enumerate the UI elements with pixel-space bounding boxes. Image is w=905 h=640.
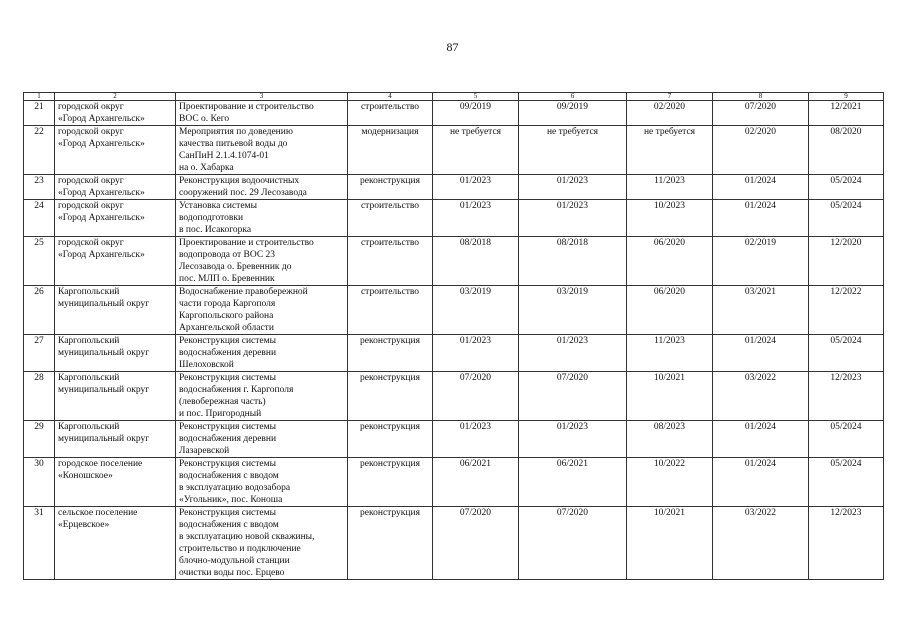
entity-cell-line: муниципальный округ — [58, 385, 150, 395]
row-number: 27 — [24, 335, 55, 372]
date-cell: 11/2023 — [627, 335, 713, 372]
date-cell: 01/2023 — [433, 335, 519, 372]
row-number: 26 — [24, 286, 55, 335]
project-cell-line: водоснабжения деревни — [179, 434, 277, 444]
work-type: строительство — [348, 101, 433, 126]
entity-cell-line: городское поселение — [58, 459, 143, 469]
column-number-row — [24, 93, 884, 101]
entity-cell — [55, 237, 176, 286]
date-cell: 07/2020 — [713, 101, 809, 126]
table-row — [24, 458, 884, 507]
project-cell-line: Реконструкция системы — [179, 459, 277, 469]
project-cell — [176, 335, 348, 372]
project-cell-line: Реконструкция системы — [179, 336, 277, 346]
project-cell-line: блочно-модульной станции — [179, 556, 290, 566]
entity-cell-line: городской округ — [58, 176, 124, 186]
project-cell-line: Установка системы — [179, 201, 257, 211]
date-cell: 07/2020 — [519, 372, 627, 421]
date-cell: 01/2023 — [519, 335, 627, 372]
project-cell-line: водоснабжения г. Каргополя — [179, 385, 294, 395]
table-row — [24, 286, 884, 335]
entity-cell-line: Каргопольский — [58, 287, 120, 297]
column-number: 9 — [809, 93, 884, 101]
table-row — [24, 507, 884, 580]
date-cell: 06/2021 — [433, 458, 519, 507]
date-cell: 01/2023 — [519, 421, 627, 458]
entity-cell-line: «Город Архангельск» — [58, 114, 145, 124]
date-cell: 05/2024 — [809, 200, 884, 237]
project-cell-line: Реконструкция водоочистных — [179, 176, 300, 186]
date-cell: 01/2024 — [713, 200, 809, 237]
date-cell: 06/2020 — [627, 237, 713, 286]
date-cell: 05/2024 — [809, 421, 884, 458]
project-cell-line: очистки воды пос. Ерцево — [179, 568, 285, 578]
project-cell-line: и пос. Пригородный — [179, 409, 262, 419]
date-cell: 08/2018 — [433, 237, 519, 286]
date-cell: 01/2023 — [519, 200, 627, 237]
entity-cell-line: «Коношское» — [58, 471, 113, 481]
work-type: реконструкция — [348, 335, 433, 372]
page-number: 87 — [446, 40, 459, 54]
table-row — [24, 421, 884, 458]
entity-cell-line: городской округ — [58, 201, 124, 211]
work-type: строительство — [348, 237, 433, 286]
project-cell — [176, 101, 348, 126]
column-number: 4 — [348, 93, 433, 101]
date-cell: 01/2023 — [433, 175, 519, 200]
project-cell-line: в эксплуатацию водозабора — [179, 483, 291, 493]
table-body — [24, 93, 884, 580]
project-cell-line: в пос. Исакогорка — [179, 225, 252, 235]
work-type: модернизация — [348, 126, 433, 175]
work-type: реконструкция — [348, 372, 433, 421]
work-type: реконструкция — [348, 507, 433, 580]
table-row — [24, 126, 884, 175]
date-cell: 01/2024 — [713, 175, 809, 200]
work-type: реконструкция — [348, 175, 433, 200]
date-cell: 05/2024 — [809, 458, 884, 507]
date-cell: 12/2022 — [809, 286, 884, 335]
date-cell: 02/2020 — [713, 126, 809, 175]
date-cell: 09/2019 — [519, 101, 627, 126]
project-cell-line: части города Каргополя — [179, 299, 276, 309]
date-cell: 07/2020 — [519, 507, 627, 580]
project-cell-line: Реконструкция системы — [179, 422, 277, 432]
entity-cell — [55, 101, 176, 126]
entity-cell-line: городской округ — [58, 238, 124, 248]
project-cell — [176, 237, 348, 286]
project-cell-line: Проектирование и строительство — [179, 102, 314, 112]
project-cell-line: Проектирование и строительство — [179, 238, 314, 248]
entity-cell — [55, 507, 176, 580]
column-number: 5 — [433, 93, 519, 101]
project-cell-line: Мероприятия по доведению — [179, 127, 293, 137]
project-cell-line: в эксплуатацию новой скважины, — [179, 532, 315, 542]
entity-cell-line: городской округ — [58, 102, 124, 112]
table-row — [24, 372, 884, 421]
entity-cell-line: муниципальный округ — [58, 348, 150, 358]
table-row — [24, 200, 884, 237]
column-number: 3 — [176, 93, 348, 101]
date-cell: 11/2023 — [627, 175, 713, 200]
entity-cell — [55, 421, 176, 458]
date-cell: 01/2024 — [713, 458, 809, 507]
date-cell: не требуется — [627, 126, 713, 175]
date-cell: 07/2020 — [433, 372, 519, 421]
column-number: 6 — [519, 93, 627, 101]
project-cell-line: Шелоховской — [179, 360, 234, 370]
project-cell-line: на о. Хабарка — [179, 163, 234, 173]
project-cell-line: сооружений пос. 29 Лесозавода — [179, 188, 307, 198]
table-row — [24, 335, 884, 372]
row-number: 28 — [24, 372, 55, 421]
date-cell: 08/2020 — [809, 126, 884, 175]
date-cell: 01/2023 — [433, 421, 519, 458]
row-number: 21 — [24, 101, 55, 126]
entity-cell-line: муниципальный округ — [58, 299, 150, 309]
entity-cell — [55, 126, 176, 175]
entity-cell-line: Каргопольский — [58, 336, 120, 346]
project-cell-line: пос. МЛП о. Бревенник — [179, 274, 275, 284]
date-cell: 03/2019 — [433, 286, 519, 335]
date-cell: 12/2020 — [809, 237, 884, 286]
entity-cell-line: «Ерцевское» — [58, 520, 110, 530]
entity-cell-line: Каргопольский — [58, 373, 120, 383]
date-cell: 05/2024 — [809, 335, 884, 372]
work-type: строительство — [348, 200, 433, 237]
project-cell-line: Каргопольского района — [179, 311, 274, 321]
date-cell: 12/2023 — [809, 507, 884, 580]
project-cell — [176, 421, 348, 458]
work-type: реконструкция — [348, 421, 433, 458]
date-cell: 01/2023 — [433, 200, 519, 237]
table-row — [24, 175, 884, 200]
date-cell: 06/2021 — [519, 458, 627, 507]
date-cell: 07/2020 — [433, 507, 519, 580]
entity-cell-line: «Город Архангельск» — [58, 213, 145, 223]
date-cell: 01/2023 — [519, 175, 627, 200]
table-row — [24, 101, 884, 126]
date-cell: 01/2024 — [713, 335, 809, 372]
project-cell-line: водоснабжения деревни — [179, 348, 277, 358]
project-cell-line: Лесозавода о. Бревенник до — [179, 262, 292, 272]
project-cell-line: водоподготовки — [179, 213, 244, 223]
date-cell: 03/2019 — [519, 286, 627, 335]
date-cell: 03/2022 — [713, 372, 809, 421]
entity-cell-line: «Город Архангельск» — [58, 250, 145, 260]
row-number: 24 — [24, 200, 55, 237]
work-type: реконструкция — [348, 458, 433, 507]
date-cell: 01/2024 — [713, 421, 809, 458]
project-cell-line: Реконструкция системы — [179, 373, 277, 383]
entity-cell — [55, 175, 176, 200]
date-cell: 08/2018 — [519, 237, 627, 286]
row-number: 29 — [24, 421, 55, 458]
project-cell-line: Лазаревской — [179, 446, 230, 456]
project-cell-line: водоснабжения с вводом — [179, 520, 279, 530]
entity-cell-line: муниципальный округ — [58, 434, 150, 444]
project-cell-line: водоснабжения с вводом — [179, 471, 279, 481]
column-number: 1 — [24, 93, 55, 101]
entity-cell — [55, 335, 176, 372]
date-cell: 12/2021 — [809, 101, 884, 126]
column-number: 8 — [713, 93, 809, 101]
entity-cell — [55, 372, 176, 421]
row-number: 23 — [24, 175, 55, 200]
date-cell: 10/2023 — [627, 200, 713, 237]
date-cell: 02/2020 — [627, 101, 713, 126]
row-number: 25 — [24, 237, 55, 286]
date-cell: 08/2023 — [627, 421, 713, 458]
row-number: 22 — [24, 126, 55, 175]
project-cell-line: СанПиН 2.1.4.1074-01 — [179, 151, 269, 161]
date-cell: 06/2020 — [627, 286, 713, 335]
column-number: 7 — [627, 93, 713, 101]
project-cell — [176, 507, 348, 580]
date-cell: 09/2019 — [433, 101, 519, 126]
project-cell-line: качества питьевой воды до — [179, 139, 288, 149]
row-number: 31 — [24, 507, 55, 580]
entity-cell — [55, 286, 176, 335]
date-cell: не требуется — [519, 126, 627, 175]
project-cell-line: Реконструкция системы — [179, 508, 277, 518]
project-cell — [176, 175, 348, 200]
date-cell: 10/2021 — [627, 507, 713, 580]
project-cell — [176, 372, 348, 421]
project-cell — [176, 126, 348, 175]
entity-cell — [55, 458, 176, 507]
project-cell-line: строительство и подключение — [179, 544, 301, 554]
entity-cell-line: «Город Архангельск» — [58, 188, 145, 198]
entity-cell-line: сельское поселение — [58, 508, 138, 518]
date-cell: 10/2022 — [627, 458, 713, 507]
row-number: 30 — [24, 458, 55, 507]
entity-cell-line: городской округ — [58, 127, 124, 137]
schedule-table — [23, 92, 884, 580]
date-cell: 10/2021 — [627, 372, 713, 421]
project-cell-line: водопровода от ВОС 23 — [179, 250, 276, 260]
project-cell-line: (левобережная часть) — [179, 397, 266, 407]
table-row — [24, 237, 884, 286]
date-cell: 03/2022 — [713, 507, 809, 580]
project-cell-line: ВОС о. Кего — [179, 114, 230, 124]
date-cell: не требуется — [433, 126, 519, 175]
project-cell — [176, 458, 348, 507]
project-cell-line: Архангельской области — [179, 323, 274, 333]
date-cell: 02/2019 — [713, 237, 809, 286]
entity-cell — [55, 200, 176, 237]
date-cell: 03/2021 — [713, 286, 809, 335]
project-cell-line: «Угольник», пос. Коноша — [179, 495, 283, 505]
project-cell — [176, 200, 348, 237]
entity-cell-line: «Город Архангельск» — [58, 139, 145, 149]
project-cell — [176, 286, 348, 335]
date-cell: 12/2023 — [809, 372, 884, 421]
entity-cell-line: Каргопольский — [58, 422, 120, 432]
column-number: 2 — [55, 93, 176, 101]
project-cell-line: Водоснабжение правобережной — [179, 287, 308, 297]
work-type: строительство — [348, 286, 433, 335]
date-cell: 05/2024 — [809, 175, 884, 200]
